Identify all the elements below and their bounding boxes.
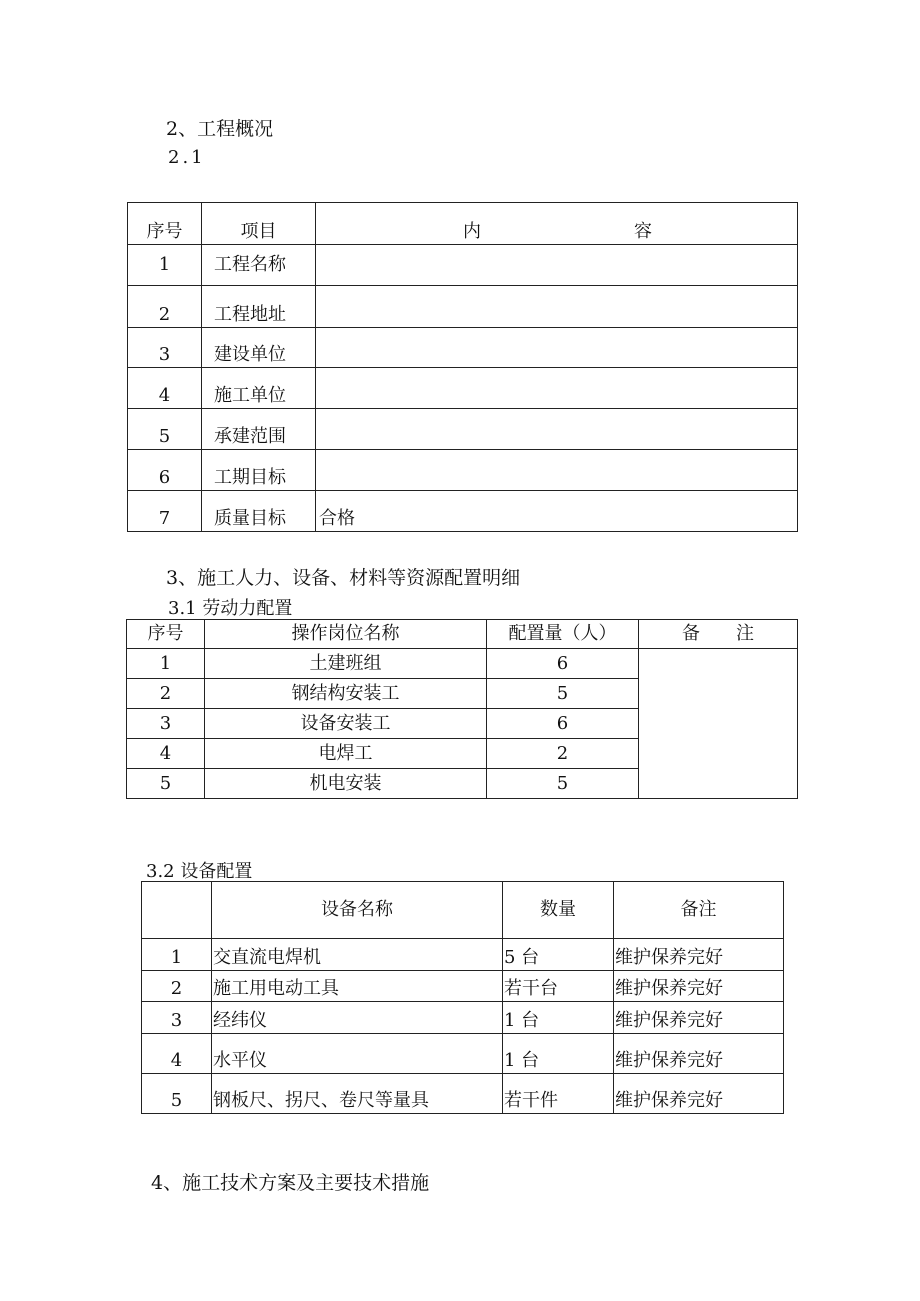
- row-content: [316, 286, 798, 328]
- equipment-row-remark: 维护保养完好: [614, 1074, 784, 1114]
- labor-row-no: 5: [127, 769, 205, 799]
- row-no: 2: [128, 286, 202, 328]
- header-item: 项目: [202, 203, 316, 245]
- labor-row-position: 机电安装: [205, 769, 487, 799]
- section-2-heading: 2、工程概况: [166, 118, 274, 140]
- row-no: 6: [128, 450, 202, 491]
- equipment-row: [142, 939, 784, 971]
- labor-row-no: 1: [127, 649, 205, 679]
- table-row: [128, 245, 798, 286]
- row-item: 工程地址: [202, 286, 316, 328]
- equipment-header-name: 设备名称: [212, 882, 503, 939]
- equipment-row-no: 4: [142, 1034, 212, 1074]
- table-row: [128, 409, 798, 450]
- equipment-row-remark: 维护保养完好: [614, 1034, 784, 1074]
- equipment-row-remark: 维护保养完好: [614, 1002, 784, 1034]
- equipment-row-remark: 维护保养完好: [614, 971, 784, 1002]
- row-item: 承建范围: [202, 409, 316, 450]
- equipment-table: [141, 881, 784, 1114]
- equipment-row-quantity: 1 台: [503, 1034, 614, 1074]
- row-content: [316, 409, 798, 450]
- labor-row-no: 3: [127, 709, 205, 739]
- labor-header-row: [127, 620, 798, 649]
- equipment-row-name: 交直流电焊机: [212, 939, 503, 971]
- labor-header-remark: [639, 620, 798, 649]
- equipment-row-no: 2: [142, 971, 212, 1002]
- row-item: 质量目标: [202, 491, 316, 532]
- labor-row-quantity: 6: [487, 649, 639, 679]
- row-content: 合格: [316, 491, 798, 532]
- row-content: [316, 450, 798, 491]
- labor-row-no: 2: [127, 679, 205, 709]
- equipment-row-quantity: 5 台: [503, 939, 614, 971]
- equipment-row-name: 水平仪: [212, 1034, 503, 1074]
- labor-row-quantity: 5: [487, 679, 639, 709]
- equipment-row: [142, 1034, 784, 1074]
- labor-row-position: 设备安装工: [205, 709, 487, 739]
- labor-row-position: 钢结构安装工: [205, 679, 487, 709]
- row-no: 7: [128, 491, 202, 532]
- labor-remark-cell: [639, 649, 798, 799]
- row-item: 建设单位: [202, 328, 316, 368]
- labor-table: [126, 619, 798, 799]
- equipment-row-quantity: 1 台: [503, 1002, 614, 1034]
- equipment-row: [142, 1074, 784, 1114]
- labor-row-position: 土建班组: [205, 649, 487, 679]
- equipment-row: [142, 1002, 784, 1034]
- labor-row-quantity: 5: [487, 769, 639, 799]
- section-3-heading: 3、施工人力、设备、材料等资源配置明细: [166, 567, 521, 589]
- row-no: 1: [128, 245, 202, 286]
- labor-row: [127, 649, 798, 679]
- labor-header-no: 序号: [127, 620, 205, 649]
- header-content-right: 容: [634, 221, 652, 242]
- table-header-row: [128, 203, 798, 245]
- header-content-left: 内: [463, 221, 481, 242]
- labor-header-remark-right: 注: [736, 623, 754, 644]
- equipment-title: 3.2 设备配置: [146, 861, 253, 882]
- labor-header-position: 操作岗位名称: [205, 620, 487, 649]
- row-item: 施工单位: [202, 368, 316, 409]
- labor-row-quantity: 6: [487, 709, 639, 739]
- labor-title: 3.1 劳动力配置: [168, 598, 293, 619]
- section-2-1-subheading: 2.1: [168, 147, 206, 168]
- equipment-header-no: [142, 882, 212, 939]
- row-no: 5: [128, 409, 202, 450]
- row-content: [316, 368, 798, 409]
- equipment-row-name: 经纬仪: [212, 1002, 503, 1034]
- row-content: [316, 245, 798, 286]
- row-no: 4: [128, 368, 202, 409]
- row-content: [316, 328, 798, 368]
- labor-header-remark-left: 备: [682, 623, 700, 644]
- equipment-row-remark: 维护保养完好: [614, 939, 784, 971]
- equipment-row-no: 5: [142, 1074, 212, 1114]
- equipment-row-quantity: 若干台: [503, 971, 614, 1002]
- labor-row-position: 电焊工: [205, 739, 487, 769]
- equipment-header-remark: 备注: [614, 882, 784, 939]
- table-row: [128, 286, 798, 328]
- table-row: [128, 328, 798, 368]
- header-no: 序号: [128, 203, 202, 245]
- labor-row-quantity: 2: [487, 739, 639, 769]
- labor-header-quantity: 配置量（人）: [487, 620, 639, 649]
- equipment-row: [142, 971, 784, 1002]
- project-overview-table: [127, 202, 798, 532]
- equipment-row-name: 施工用电动工具: [212, 971, 503, 1002]
- row-item: 工期目标: [202, 450, 316, 491]
- equipment-row-no: 3: [142, 1002, 212, 1034]
- row-no: 3: [128, 328, 202, 368]
- equipment-header-quantity: 数量: [503, 882, 614, 939]
- table-row: [128, 491, 798, 532]
- equipment-row-no: 1: [142, 939, 212, 971]
- labor-row-no: 4: [127, 739, 205, 769]
- equipment-header-row: [142, 882, 784, 939]
- table-row: [128, 368, 798, 409]
- row-item: 工程名称: [202, 245, 316, 286]
- equipment-row-quantity: 若干件: [503, 1074, 614, 1114]
- header-content: [316, 203, 798, 245]
- table-row: [128, 450, 798, 491]
- equipment-row-name: 钢板尺、拐尺、卷尺等量具: [212, 1074, 503, 1114]
- section-4-heading: 4、施工技术方案及主要技术措施: [151, 1172, 430, 1194]
